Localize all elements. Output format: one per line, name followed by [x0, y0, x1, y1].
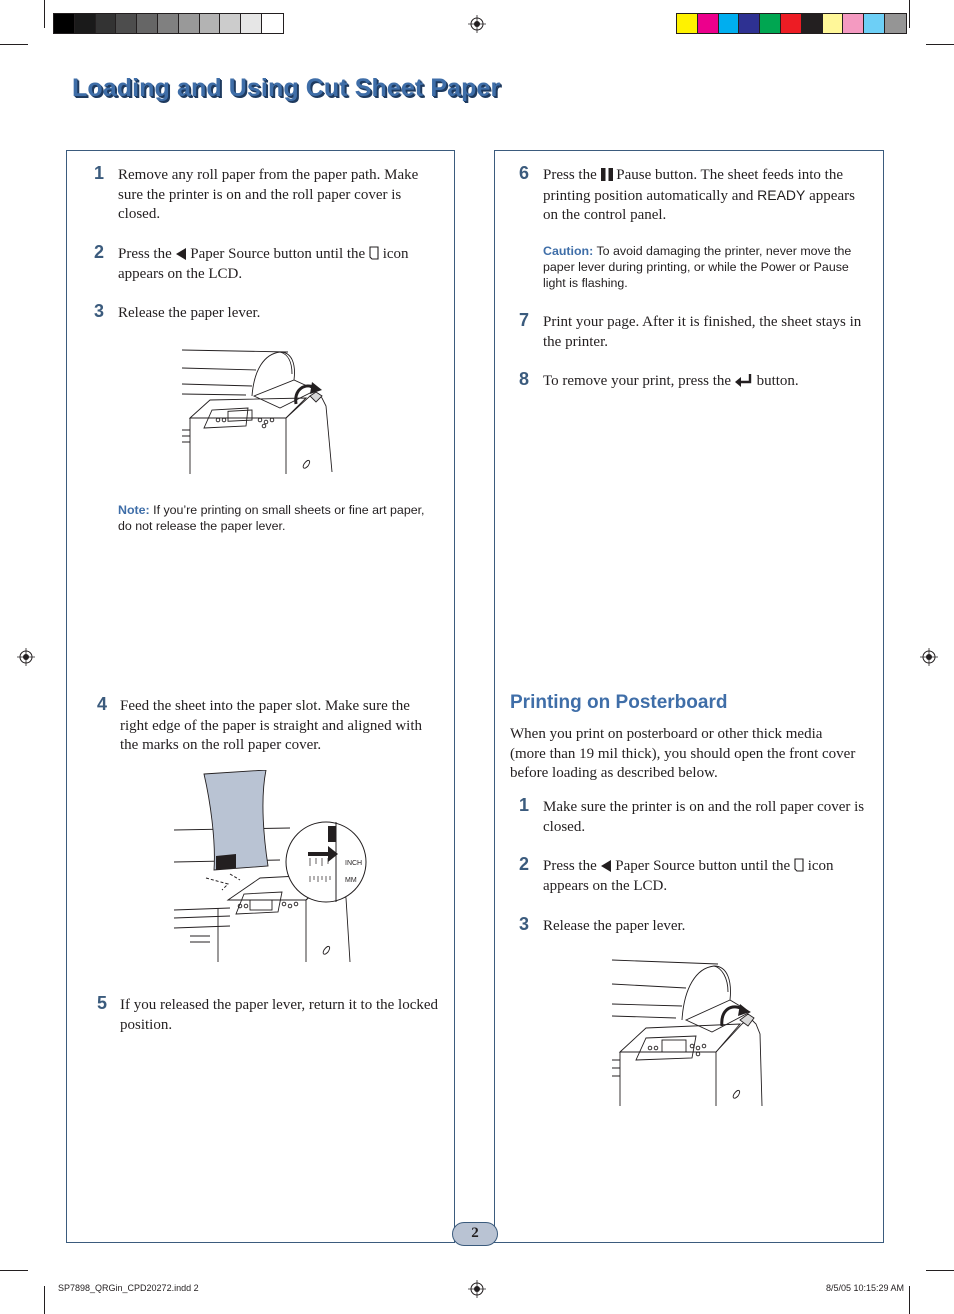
step-number: 3: [519, 914, 530, 934]
step-text: Release the paper lever.: [118, 305, 261, 321]
color-swatch: [698, 14, 719, 33]
note-text: If you’re printing on small sheets or fine art paper, do not release the paper lever.: [118, 503, 425, 533]
sheet-icon: [794, 858, 804, 872]
color-swatch: [823, 14, 844, 33]
gray-swatch: [241, 14, 262, 33]
step-text: If you released the paper lever, return it to the locked position.: [120, 997, 439, 1033]
step-number: 6: [519, 163, 530, 183]
ready-text: READY: [757, 186, 806, 203]
step-text-middle: Paper Source button until the: [190, 246, 366, 262]
step-text: Make sure the printer is on and the roll paper cover is closed.: [543, 799, 865, 835]
color-swatch: [719, 14, 740, 33]
enter-icon: [735, 374, 753, 387]
step-text: Print your page. After it is finished, the sheet stays in the printer.: [543, 314, 862, 350]
step-text-middle: Pause button. The sheet feeds into the printing position automatically and: [543, 167, 844, 204]
gray-swatch: [200, 14, 221, 33]
step-number: 7: [519, 310, 530, 330]
step-text: Feed the sheet into the paper slot. Make sure the right edge of the paper is straight and aligned with the marks on the roll paper cover.: [120, 698, 422, 753]
step-number: 8: [519, 369, 530, 389]
gray-swatch: [54, 14, 75, 33]
color-swatch: [885, 14, 906, 33]
color-swatch: [843, 14, 864, 33]
printer-release-lever-illustration: [176, 340, 338, 476]
left-triangle-icon: [176, 248, 187, 260]
process-color-bar: [676, 13, 907, 34]
step-text: [543, 857, 865, 896]
inch-label: INCH: [345, 860, 363, 867]
step-number: 2: [94, 242, 105, 262]
step-text: Release the paper lever.: [543, 918, 686, 934]
step-number: 1: [519, 795, 530, 815]
step-number: 4: [97, 694, 108, 714]
step-number: 5: [97, 993, 108, 1013]
caution-label: Caution:: [543, 244, 594, 258]
gray-swatch: [75, 14, 96, 33]
step-text-after: icon appears on the LCD.: [118, 246, 409, 282]
gray-swatch: [137, 14, 158, 33]
step-text: [118, 245, 436, 284]
step-number: 2: [519, 854, 530, 874]
step-text: [543, 166, 863, 226]
color-swatch: [781, 14, 802, 33]
step-text-before: Press the: [543, 167, 597, 183]
step-text-before: Press the: [543, 858, 597, 874]
color-swatch: [739, 14, 760, 33]
step-text: [543, 372, 863, 392]
sheet-icon: [369, 246, 379, 260]
note-label: Note:: [118, 503, 150, 517]
color-swatch: [760, 14, 781, 33]
caution-text: To avoid damaging the printer, never move the paper lever during printing, or while the Power or Pause light is flashing.: [543, 244, 852, 290]
step-text-before: Press the: [118, 246, 172, 262]
color-swatch: [802, 14, 823, 33]
page-number: 2: [452, 1222, 498, 1246]
slug-timestamp: 8/5/05 10:15:29 AM: [825, 1283, 904, 1293]
left-triangle-icon: [601, 860, 612, 872]
color-swatch: [677, 14, 698, 33]
gray-swatch: [96, 14, 117, 33]
slug-filename: SP7898_QRGin_CPD20272.indd 2: [58, 1283, 199, 1293]
step-text-after: button.: [756, 373, 799, 389]
step-text-after: icon appears on the LCD.: [543, 858, 834, 894]
step-text-after: appears on the control panel.: [543, 187, 855, 223]
registration-mark-right-icon: [920, 648, 938, 666]
printer-feed-sheet-illustration: [170, 770, 370, 966]
page-title: Loading and Using Cut Sheet Paper: [72, 74, 501, 102]
step-text: Remove any roll paper from the paper path. Make sure the printer is on and the roll paper cover is closed.: [118, 167, 419, 222]
mm-label: MM: [345, 877, 357, 884]
posterboard-heading: Printing on Posterboard: [510, 692, 728, 713]
step-text-before: To remove your print, press the: [543, 373, 732, 389]
grayscale-color-bar: [53, 13, 284, 34]
gray-swatch: [116, 14, 137, 33]
gray-swatch: [158, 14, 179, 33]
step-number: 1: [94, 163, 105, 183]
registration-mark-top-icon: [468, 15, 486, 33]
gray-swatch: [262, 14, 283, 33]
printer-release-lever-illustration-2: [606, 954, 768, 1110]
step-text-middle: Paper Source button until the: [615, 858, 791, 874]
registration-mark-left-icon: [17, 648, 35, 666]
posterboard-intro: When you print on posterboard or other thick media (more than 19 mil thick), you should open the front cover before loading as described below.: [510, 726, 856, 781]
gray-swatch: [220, 14, 241, 33]
registration-mark-bottom-icon: [468, 1280, 486, 1298]
pause-icon: [601, 168, 613, 181]
caution: [543, 243, 863, 291]
gray-swatch: [179, 14, 200, 33]
color-swatch: [864, 14, 885, 33]
note: [118, 502, 438, 534]
step-number: 3: [94, 301, 105, 321]
